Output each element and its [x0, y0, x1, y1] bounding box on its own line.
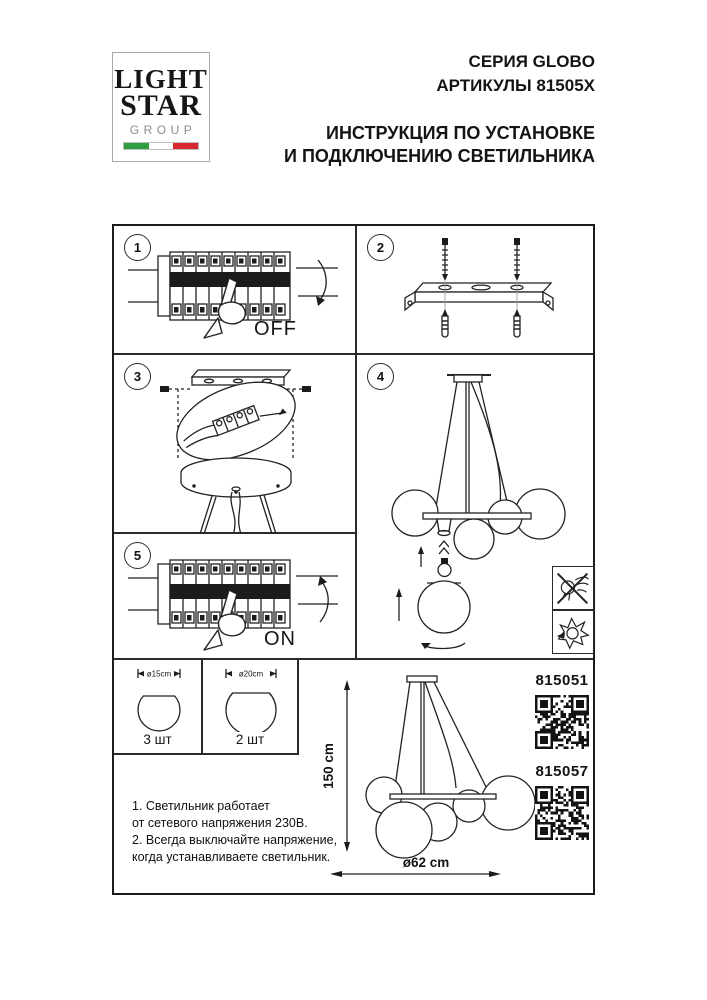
lightstar-logo	[112, 52, 210, 162]
ceiling-bracket	[192, 370, 290, 385]
flag-white-segment	[149, 143, 174, 149]
step-panel-2	[357, 226, 593, 355]
step-panel-4	[357, 355, 593, 660]
no-bare-hands-icon	[553, 567, 592, 608]
small-globe-shape	[138, 696, 180, 731]
up-arrow-small	[418, 546, 424, 567]
canopy-wiring-illustration	[114, 355, 357, 534]
instruction-title-line2: И ПОДКЛЮЧЕНИЮ СВЕТИЛЬНИКА	[284, 146, 595, 166]
shade-size-box-small	[114, 660, 203, 755]
small-globe-diameter-label: ø15cm	[146, 669, 172, 679]
note-line-3: 2. Всегда выключайте напряжение,	[132, 833, 338, 847]
height-dimension	[321, 680, 350, 852]
on-label: ON	[264, 628, 296, 650]
cloth-handling-icon	[553, 611, 592, 652]
up-arrow-large	[396, 588, 402, 621]
product-code-1: 815051	[535, 672, 589, 689]
note-line-4: когда устанавливаете светильник.	[132, 850, 331, 864]
fixture-bar	[423, 513, 531, 519]
step-badge-4: 4	[367, 363, 394, 390]
logo-text-group: GROUP	[129, 123, 197, 137]
anchor-icon-right	[514, 309, 520, 337]
shade-size-box-large	[203, 660, 299, 755]
lamp-socket	[437, 519, 451, 536]
step-panel-5	[114, 534, 357, 660]
small-globe-count: 3 шт	[143, 732, 172, 747]
large-globe-count: 2 шт	[235, 732, 265, 747]
breaker-top-row	[172, 256, 285, 266]
down-arrow-icon	[316, 260, 326, 306]
product-codes	[516, 672, 608, 840]
qr-code-2	[535, 786, 589, 840]
anchor-icon-left	[442, 309, 448, 337]
step-badge-3: 3	[124, 363, 151, 390]
globe-center-low	[454, 519, 494, 559]
rotate-arrow-icon	[421, 643, 465, 649]
suspension	[435, 375, 509, 515]
use-cloth-warning	[552, 610, 594, 654]
ceiling-canopy	[181, 458, 291, 534]
document-header	[284, 50, 595, 168]
product-code-2: 815057	[535, 763, 589, 780]
series-title: СЕРИЯ GLOBO	[468, 52, 595, 71]
small-globe-diagram	[114, 660, 203, 732]
step-panel-3	[114, 355, 357, 534]
no-touch-bulb-warning	[552, 566, 594, 610]
flag-red-segment	[173, 143, 198, 149]
note-line-1: 1. Светильник работает	[132, 799, 270, 813]
step-badge-1: 1	[124, 234, 151, 261]
up-arrow-icon	[318, 576, 328, 622]
instruction-title-line1: ИНСТРУКЦИЯ ПО УСТАНОВКЕ	[326, 123, 595, 143]
large-globe-shape	[226, 693, 276, 732]
flag-green-segment	[124, 143, 149, 149]
mini-chandelier	[366, 676, 535, 858]
bracket-bar	[405, 283, 553, 310]
large-globe-diagram	[203, 660, 299, 732]
height-dimension-label: 150 cm	[321, 743, 336, 789]
qr-code-1	[535, 695, 589, 749]
step-badge-5: 5	[124, 542, 151, 569]
note-line-2: от сетевого напряжения 230В.	[132, 816, 308, 830]
step-panel-1	[114, 226, 357, 355]
diameter-dimension-label: ø62 cm	[402, 855, 450, 870]
step-badge-2: 2	[367, 234, 394, 261]
breaker-top-row	[172, 564, 285, 574]
main-frame	[112, 224, 595, 895]
logo-text-light: LIGHT	[114, 64, 208, 94]
instruction-title	[284, 122, 595, 168]
bulb-insert-arrows	[439, 541, 449, 554]
globe-detached	[418, 581, 470, 633]
diameter-dimension	[330, 855, 501, 877]
logo-text-star: STAR	[120, 89, 202, 122]
light-bulb-icon	[438, 558, 451, 577]
italian-flag-bar	[123, 142, 199, 150]
articles-title: АРТИКУЛЫ 81505X	[436, 76, 595, 95]
off-label: OFF	[254, 318, 297, 340]
large-globe-diameter-label: ø20cm	[238, 669, 264, 679]
